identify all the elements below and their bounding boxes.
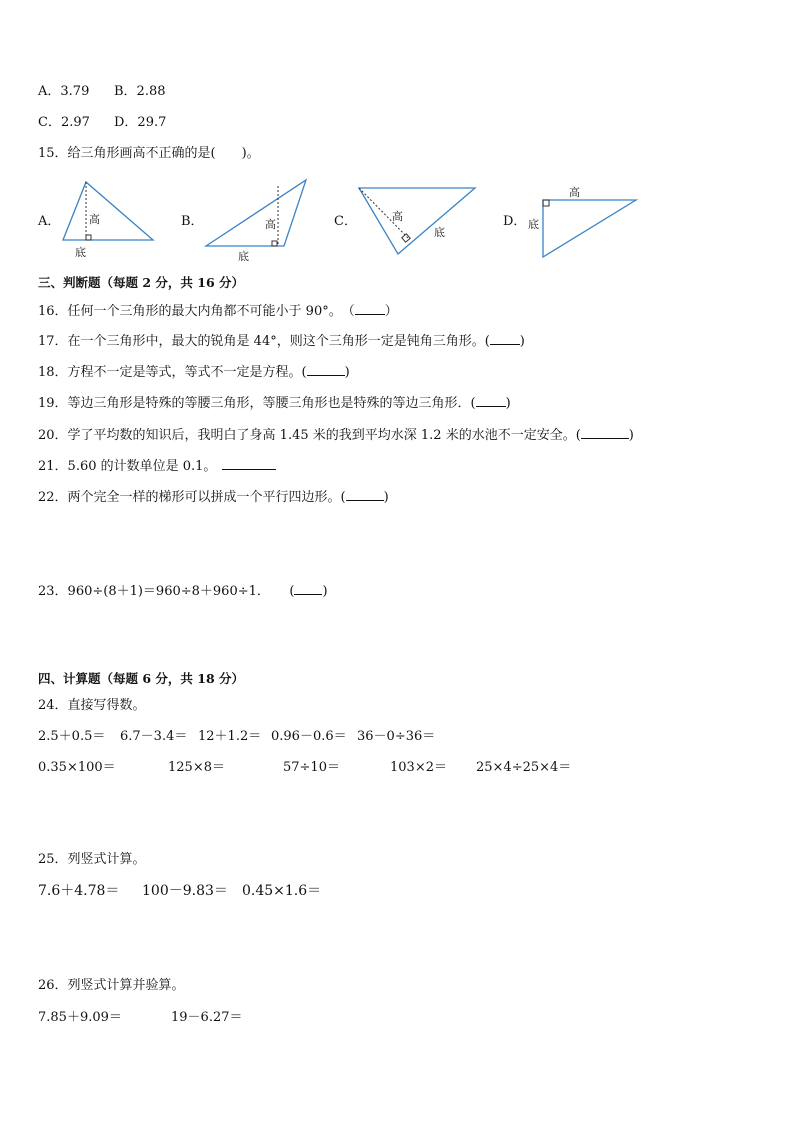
q15-b-di-label: 底 xyxy=(238,250,249,263)
q24-r1-item-1: 2.5＋0.5＝ xyxy=(38,729,106,744)
q14-option-a: A．3.79 xyxy=(38,84,90,99)
q26-item-2: 19－6.27＝ xyxy=(171,1010,243,1025)
q24-r1-item-3: 12＋1.2＝ xyxy=(198,729,262,744)
q15-triangle-figures xyxy=(0,172,794,272)
right-angle-mark-c xyxy=(402,234,410,242)
q24-r2-item-1: 0.35×100＝ xyxy=(38,760,116,775)
q16-line xyxy=(38,303,398,320)
q15-d-gao-label: 高 xyxy=(569,186,580,199)
q24-r2-item-2: 125×8＝ xyxy=(168,760,225,775)
q23-line xyxy=(38,583,328,600)
q19-line xyxy=(38,395,511,412)
q17-text: 17．在一个三角形中，最大的锐角是 44°，则这个三角形一定是钝角三角形。( xyxy=(38,334,490,349)
q18-text: 18．方程不一定是等式，等式不一定是方程。( xyxy=(38,365,307,380)
q25-item-2: 100－9.83＝ xyxy=(142,883,228,899)
q17-answer-blank[interactable] xyxy=(490,333,520,345)
q23-text: 23．960÷(8＋1)＝960÷8＋960÷1． ( xyxy=(38,584,295,599)
q25-items xyxy=(38,883,321,899)
q22-answer-blank[interactable] xyxy=(346,489,384,501)
q17-close: ) xyxy=(519,334,525,349)
q24-row1 xyxy=(38,729,435,745)
q15-d-di-label: 底 xyxy=(528,218,539,231)
q19-close: ) xyxy=(505,396,511,411)
q26-item-1: 7.85＋9.09＝ xyxy=(38,1010,122,1025)
q15-option-b-label: B． xyxy=(181,214,204,229)
triangle-c xyxy=(359,188,475,254)
q15-option-a-label: A． xyxy=(38,214,61,229)
triangle-a xyxy=(63,182,153,240)
q24-row2 xyxy=(38,760,571,776)
q14-options-row1 xyxy=(38,84,166,100)
q18-line xyxy=(38,364,350,381)
q24-r2-item-4: 103×2＝ xyxy=(390,760,447,775)
q21-line xyxy=(38,458,276,475)
q22-line xyxy=(38,489,389,506)
q15-a-gao-label: 高 xyxy=(89,213,100,226)
q18-close: ) xyxy=(344,365,350,380)
q25-item-1: 7.6＋4.78＝ xyxy=(38,883,120,899)
q21-answer-blank[interactable] xyxy=(222,458,276,470)
q15-a-di-label: 底 xyxy=(75,246,86,259)
q20-answer-blank[interactable] xyxy=(581,427,629,439)
q19-answer-blank[interactable] xyxy=(476,395,506,407)
q15-c-gao-label: 高 xyxy=(392,210,403,223)
q20-text: 20．学了平均数的知识后，我明白了身高 1.45 米的我到平均水深 1.2 米的水池不一定安全。( xyxy=(38,428,581,443)
q16-text: 16．任何一个三角形的最大内角都不可能小于 90°。 （ xyxy=(38,304,355,319)
triangle-d xyxy=(543,200,636,257)
q14-option-b: B．2.88 xyxy=(114,84,166,99)
q26-stem: 26．列竖式计算并验算。 xyxy=(38,978,185,993)
q23-answer-blank[interactable] xyxy=(294,583,322,595)
q15-c-di-label: 底 xyxy=(434,226,445,239)
q21-text: 21．5.60 的计数单位是 0.1。 xyxy=(38,459,217,474)
q15-stem: 15．给三角形画高不正确的是( )。 xyxy=(38,146,260,161)
right-angle-mark-b xyxy=(272,241,277,246)
right-angle-mark-d xyxy=(543,200,549,206)
q15-b-gao-label: 高 xyxy=(265,218,276,231)
q14-option-d: D．29.7 xyxy=(114,115,167,130)
q25-stem: 25．列竖式计算。 xyxy=(38,852,146,867)
q20-line xyxy=(38,427,634,444)
q25-item-3: 0.45×1.6＝ xyxy=(242,883,322,899)
q24-r1-item-2: 6.7－3.4＝ xyxy=(120,729,188,744)
right-angle-mark-a xyxy=(86,235,91,240)
q15-option-d-label: D． xyxy=(503,214,527,229)
q24-r2-item-3: 57÷10＝ xyxy=(283,760,340,775)
q23-close: ) xyxy=(322,584,328,599)
q14-option-c: C．2.97 xyxy=(38,115,90,130)
q18-answer-blank[interactable] xyxy=(307,364,345,376)
q17-line xyxy=(38,333,525,350)
q19-text: 19．等边三角形是特殊的等腰三角形，等腰三角形也是特殊的等边三角形．( xyxy=(38,396,476,411)
q24-stem: 24．直接写得数。 xyxy=(38,698,146,713)
q14-options-row2 xyxy=(38,115,166,131)
q26-items xyxy=(38,1010,243,1026)
q20-close: ) xyxy=(628,428,634,443)
q15-option-c-label: C． xyxy=(334,214,357,229)
q22-text: 22．两个完全一样的梯形可以拼成一个平行四边形。( xyxy=(38,490,346,505)
q22-close: ) xyxy=(383,490,389,505)
q24-r2-item-5: 25×4÷25×4＝ xyxy=(476,760,572,775)
q16-close: ） xyxy=(384,304,398,319)
section-4-heading: 四、计算题（每题 6 分，共 18 分） xyxy=(38,671,245,686)
q24-r1-item-5: 36－0÷36＝ xyxy=(357,729,436,744)
q24-r1-item-4: 0.96－0.6＝ xyxy=(271,729,347,744)
q16-answer-blank[interactable] xyxy=(355,303,385,315)
triangle-b xyxy=(206,180,306,246)
section-3-heading: 三、判断题（每题 2 分，共 16 分） xyxy=(38,275,245,290)
